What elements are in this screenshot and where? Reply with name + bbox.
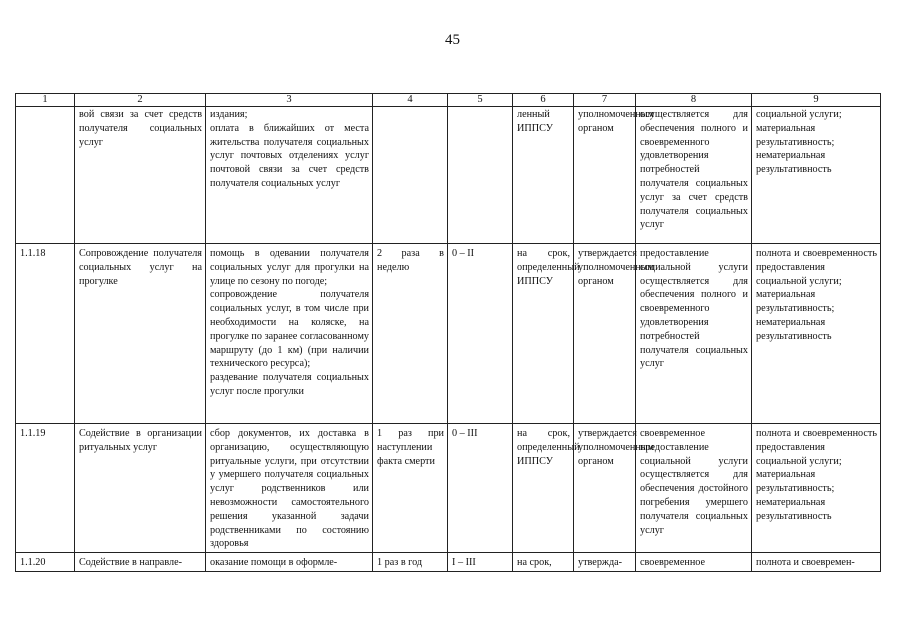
cell-term: на срок, определенный ИППСУ xyxy=(513,424,574,553)
cell-group: 0 – II xyxy=(448,244,513,424)
col-header-3: 3 xyxy=(206,94,373,107)
table-row xyxy=(16,553,881,572)
table-row xyxy=(16,244,881,424)
cell-criteria: полнота и своевремен- xyxy=(752,553,881,572)
cell-approver: утверждается уполномоченным органом xyxy=(574,244,636,424)
cell-criteria: полнота и своевременность предоставления социальной услуги; материальная результативность; нематериальная результативность xyxy=(752,244,881,424)
cell-volume: 2 раза в неделю xyxy=(373,244,448,424)
cell-num: 1.1.19 xyxy=(16,424,75,553)
cell-name: Содействие в организации ритуальных услуг xyxy=(75,424,206,553)
table-row xyxy=(16,424,881,553)
cell-term: на срок, xyxy=(513,553,574,572)
cell-volume: 1 раз в год xyxy=(373,553,448,572)
cell-efficiency: предоставление социальной услуги осуществляется для обеспечения полного и своевременного удовлетворения потребностей получателя социальных услуг xyxy=(636,244,752,424)
cell-approver: утвержда- xyxy=(574,553,636,572)
cell-name: Содействие в направле- xyxy=(75,553,206,572)
table-row xyxy=(16,107,881,244)
header-row xyxy=(16,94,881,107)
cell-description: оказание помощи в оформле- xyxy=(206,553,373,572)
cell-criteria: социальной услуги; материальная результативность; нематериальная результативность xyxy=(752,107,881,244)
cell-group: 0 – III xyxy=(448,424,513,553)
cell-group xyxy=(448,107,513,244)
cell-approver: уполномоченным органом xyxy=(574,107,636,244)
col-header-4: 4 xyxy=(373,94,448,107)
cell-term: на срок, определенный ИППСУ xyxy=(513,244,574,424)
services-table xyxy=(15,93,881,572)
cell-description: сбор документов, их доставка в организацию, осуществляющую ритуальные услуги, при отсутствии у умершего получателя социальных услуг родственников или невозможности самостоятельного решения указанной задачи родственниками по состоянию здоровья xyxy=(206,424,373,553)
cell-group: I – III xyxy=(448,553,513,572)
cell-name: вой связи за счет средств получателя социальных услуг xyxy=(75,107,206,244)
cell-num: 1.1.18 xyxy=(16,244,75,424)
cell-term: ленный ИППСУ xyxy=(513,107,574,244)
page-number: 45 xyxy=(445,32,460,48)
col-header-7: 7 xyxy=(574,94,636,107)
cell-description: издания; оплата в ближайших от места жительства получателя социальных услуг почтовых отделениях услуг почтовой связи за счет средств получателя социальных услуг xyxy=(206,107,373,244)
cell-efficiency: своевременное xyxy=(636,553,752,572)
cell-num: 1.1.20 xyxy=(16,553,75,572)
col-header-6: 6 xyxy=(513,94,574,107)
cell-volume: 1 раз при наступлении факта смерти xyxy=(373,424,448,553)
cell-name: Сопровождение получателя социальных услуг на прогулке xyxy=(75,244,206,424)
cell-approver: утверждается уполномоченным органом xyxy=(574,424,636,553)
cell-volume xyxy=(373,107,448,244)
col-header-9: 9 xyxy=(752,94,881,107)
col-header-8: 8 xyxy=(636,94,752,107)
cell-description: помощь в одевании получателя социальных услуг для прогулки на улице по сезону по погоде; сопровождение получателя социальных услуг, в том числе при необходимости на коляске, на прогулке по заранее согласованному маршруту (до 1 км) (при наличии технического ресурса); раздевание получателя социальных услуг после прогулки xyxy=(206,244,373,424)
cell-efficiency: осуществляется для обеспечения полного и своевременного удовлетворения потребностей получателя социальных услуг за счет средств получателя социальных услуг xyxy=(636,107,752,244)
cell-efficiency: своевременное предоставление социальной услуги осуществляется для обеспечения достойного погребения умершего получателя социальных услуг xyxy=(636,424,752,553)
col-header-5: 5 xyxy=(448,94,513,107)
col-header-1: 1 xyxy=(16,94,75,107)
cell-num xyxy=(16,107,75,244)
cell-criteria: полнота и своевременность предоставления социальной услуги; материальная результативность; нематериальная результативность xyxy=(752,424,881,553)
col-header-2: 2 xyxy=(75,94,206,107)
